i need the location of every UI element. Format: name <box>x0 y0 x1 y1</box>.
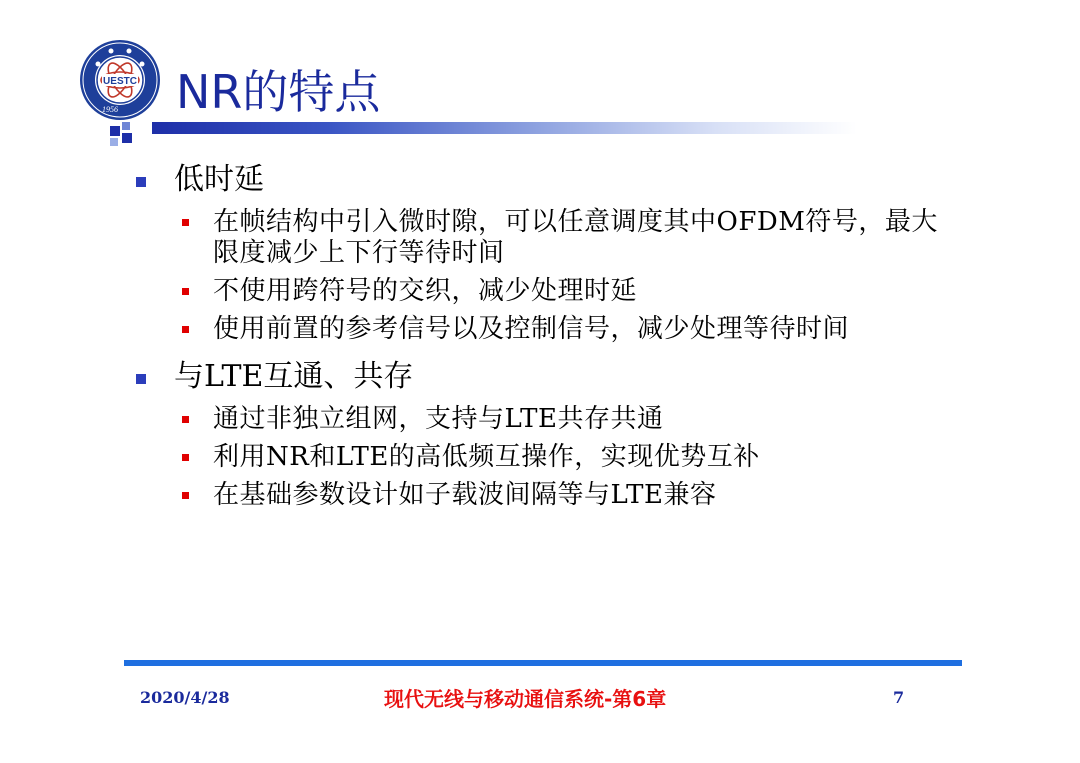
title-underline <box>152 122 857 134</box>
list-item-text: 在基础参数设计如子载波间隔等与LTE兼容 <box>213 480 717 510</box>
section-heading-text: 与LTE互通、共存 <box>174 359 414 394</box>
bullet-list <box>130 404 960 511</box>
square-bullet-icon <box>182 416 189 423</box>
square-bullet-icon <box>136 374 146 384</box>
list-item-text: 利用NR和LTE的高低频互操作，实现优势互补 <box>213 442 760 472</box>
square-bullet-icon <box>136 177 146 187</box>
list-item-text: 在帧结构中引入微时隙，可以任意调度其中OFDM符号，最大限度减少上下行等待时间 <box>213 207 938 268</box>
slide-title: NR的特点 <box>176 65 381 119</box>
corner-decoration <box>110 122 150 146</box>
footer-date: 2020/4/28 <box>140 688 230 707</box>
section-heading <box>130 155 960 205</box>
square-bullet-icon <box>182 219 189 226</box>
slide-content <box>130 155 960 518</box>
footer-divider <box>124 660 962 666</box>
list-item <box>130 276 953 307</box>
list-item <box>130 480 953 511</box>
list-item <box>130 314 953 345</box>
section-heading-text: 低时延 <box>174 162 264 197</box>
square-bullet-icon <box>182 454 189 461</box>
logo-year: 1956 <box>102 105 118 114</box>
bullet-list <box>130 207 960 345</box>
square-bullet-icon <box>182 326 189 333</box>
list-item-text: 不使用跨符号的交织，减少处理时延 <box>213 276 638 306</box>
list-item <box>130 207 953 269</box>
footer-course-title: 现代无线与移动通信系统-第6章 <box>384 687 667 711</box>
section-heading <box>130 352 960 402</box>
list-item-text: 通过非独立组网，支持与LTE共存共通 <box>213 404 664 434</box>
page-number: 7 <box>893 688 905 707</box>
list-item-text: 使用前置的参考信号以及控制信号，减少处理等待时间 <box>213 314 850 344</box>
square-bullet-icon <box>182 288 189 295</box>
logo-text: UESTC <box>103 76 137 87</box>
list-item <box>130 404 953 435</box>
university-logo-icon <box>78 38 162 122</box>
list-item <box>130 442 953 473</box>
square-bullet-icon <box>182 492 189 499</box>
